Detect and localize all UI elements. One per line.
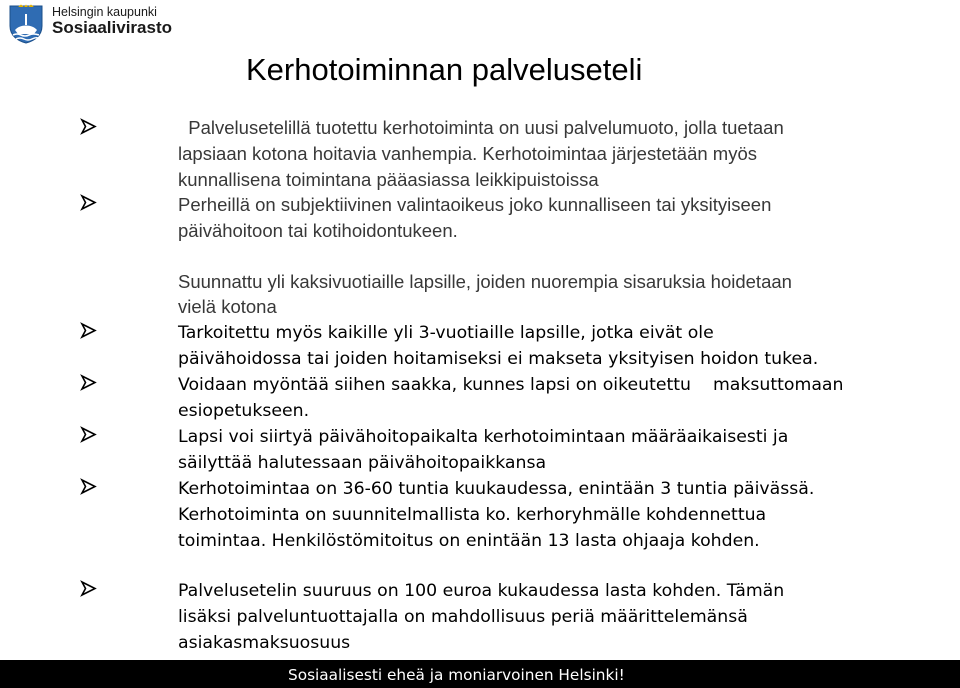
arrow-bullet-icon xyxy=(80,194,97,211)
text-line: päivähoidossa tai joiden hoitamiseksi ei makseta yksityisen hoidon tukea. xyxy=(178,349,819,369)
text-line: esiopetukseen. xyxy=(178,401,310,421)
helsinki-crest-icon xyxy=(8,4,44,44)
organization-name: Helsingin kaupunki xyxy=(52,5,157,19)
text-line: päivähoitoon tai kotihoidontukeen. xyxy=(178,220,458,241)
arrow-bullet-icon xyxy=(80,322,97,339)
text-line: Kerhotoimintaa on 36-60 tuntia kuukaudessa, enintään 3 tuntia päivässä. xyxy=(178,479,815,499)
text-line: Palvelusetelin suuruus on 100 euroa kukaudessa lasta kohden. Tämän xyxy=(178,581,785,601)
city-logo xyxy=(8,4,198,44)
text-line: Tarkoitettu myös kaikille yli 3-vuotiaille lapsille, jotka eivät ole xyxy=(178,323,714,343)
footer-slogan: Sosiaalisesti eheä ja moniarvoinen Helsinki! xyxy=(288,666,625,684)
slide-title: Kerhotoiminnan palveluseteli xyxy=(246,52,643,87)
arrow-bullet-icon xyxy=(80,478,97,495)
arrow-bullet-icon xyxy=(80,580,97,597)
text-line: Kerhotoiminta on suunnitelmallista ko. kerhoryhmälle kohdennettua xyxy=(178,505,767,525)
text-line: säilyttää halutessaan päivähoitopaikkansa xyxy=(178,453,547,473)
text-line: kunnallisena toimintana pääasiassa leikkipuistoissa xyxy=(178,169,599,190)
text-line: Perheillä on subjektiivinen valintaoikeus joko kunnalliseen tai yksityiseen xyxy=(178,194,772,215)
text-line: asiakasmaksuosuus xyxy=(178,633,351,653)
arrow-bullet-icon xyxy=(80,426,97,443)
footer-bar xyxy=(0,660,960,688)
text-line: Palvelusetelillä tuotettu kerhotoiminta on uusi palvelumuoto, jolla tuetaan xyxy=(178,117,784,138)
text-line: vielä kotona xyxy=(178,296,277,317)
text-line: Lapsi voi siirtyä päivähoitopaikalta kerhotoimintaan määräaikaisesti ja xyxy=(178,427,789,447)
department-name: Sosiaalivirasto xyxy=(52,18,173,37)
arrow-bullet-icon xyxy=(80,374,97,391)
text-line: toimintaa. Henkilöstömitoitus on enintään 13 lasta ohjaaja kohden. xyxy=(178,531,760,551)
text-line: Voidaan myöntää siihen saakka, kunnes lapsi on oikeutettu maksuttomaan xyxy=(178,375,844,395)
text-line: Suunnattu yli kaksivuotiaille lapsille, joiden nuorempia sisaruksia hoidetaan xyxy=(178,271,792,292)
text-line: lapsiaan kotona hoitavia vanhempia. Kerhotoimintaa järjestetään myös xyxy=(178,143,757,164)
arrow-bullet-icon xyxy=(80,118,97,135)
text-line: lisäksi palveluntuottajalla on mahdollisuus periä määrittelemänsä xyxy=(178,607,748,627)
